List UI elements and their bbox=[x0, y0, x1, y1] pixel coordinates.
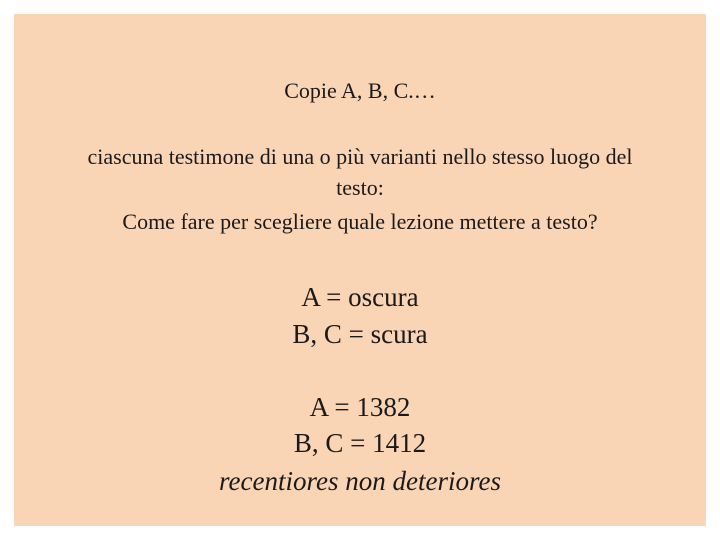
date-bc: B, C = 1412 bbox=[293, 428, 427, 458]
question: Come fare per scegliere quale lezione mettere a testo? bbox=[122, 209, 598, 234]
reading-a: A = oscura bbox=[301, 282, 419, 312]
maxim: recentiores non deteriores bbox=[219, 466, 501, 496]
date-a: A = 1382 bbox=[309, 392, 411, 422]
intro-line-2: testo: bbox=[336, 175, 384, 200]
heading: Copie A, B, C.… bbox=[284, 78, 436, 103]
intro-line-1: ciascuna testimone di una o più varianti nello stesso luogo del bbox=[87, 144, 633, 169]
slide bbox=[14, 14, 706, 526]
reading-bc: B, C = scura bbox=[292, 319, 428, 349]
